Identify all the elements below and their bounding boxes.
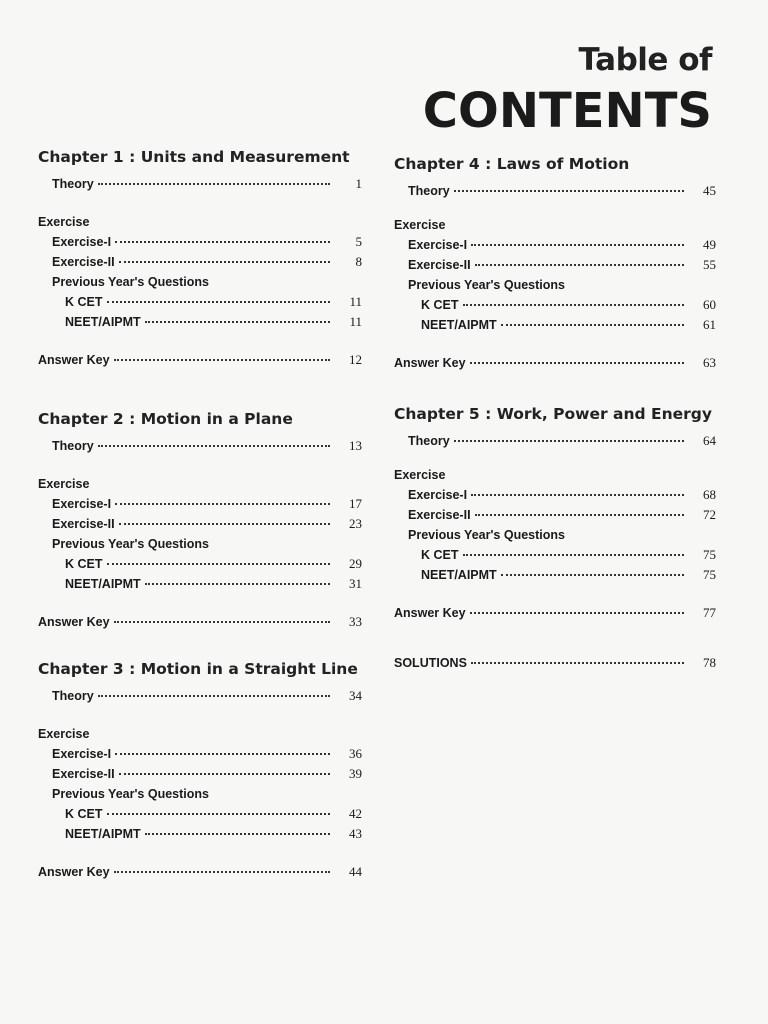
chapter-1 xyxy=(38,148,362,370)
entry-label: SOLUTIONS xyxy=(394,656,467,670)
chapter-title: Chapter 4 : Laws of Motion xyxy=(394,155,630,173)
kcet-entry[interactable] xyxy=(38,554,362,574)
page-number: 77 xyxy=(703,605,716,620)
neet-entry[interactable] xyxy=(38,312,362,332)
leader-dots xyxy=(115,241,330,243)
leader-dots xyxy=(501,574,684,576)
entry-label: NEET/AIPMT xyxy=(65,827,141,841)
entry-label: Exercise-I xyxy=(408,488,468,502)
leader-dots xyxy=(470,612,684,614)
entry-label: Answer Key xyxy=(394,606,466,620)
page-number: 60 xyxy=(703,297,716,312)
entry-label: K CET xyxy=(421,548,459,562)
entry-label: Exercise-I xyxy=(52,235,112,249)
pyq-heading: Previous Year's Questions xyxy=(52,275,209,289)
theory-entry[interactable] xyxy=(38,436,362,456)
theory-entry[interactable] xyxy=(38,686,362,706)
leader-dots xyxy=(454,190,684,192)
entry-label: Exercise-II xyxy=(52,517,115,531)
entry-label: K CET xyxy=(65,557,103,571)
entry-label: Theory xyxy=(52,177,94,191)
leader-dots xyxy=(463,304,685,306)
leader-dots xyxy=(114,621,330,623)
page-number: 11 xyxy=(349,314,362,329)
exercise-1-entry[interactable] xyxy=(38,744,362,764)
leader-dots xyxy=(98,183,330,185)
neet-entry[interactable] xyxy=(38,574,362,594)
leader-dots xyxy=(475,514,684,516)
chapter-title: Chapter 5 : Work, Power and Energy xyxy=(394,405,712,423)
entry-label: NEET/AIPMT xyxy=(65,315,141,329)
chapter-3 xyxy=(38,660,362,882)
theory-entry[interactable] xyxy=(394,431,716,451)
pyq-heading: Previous Year's Questions xyxy=(52,537,209,551)
page-number: 17 xyxy=(349,496,362,511)
leader-dots xyxy=(115,753,330,755)
entry-label: Theory xyxy=(52,439,94,453)
kcet-entry[interactable] xyxy=(38,804,362,824)
page-number: 49 xyxy=(703,237,716,252)
leader-dots xyxy=(463,554,685,556)
answer-key-entry[interactable] xyxy=(394,353,716,373)
theory-entry[interactable] xyxy=(394,181,716,201)
chapter-title: Chapter 2 : Motion in a Plane xyxy=(38,410,293,428)
page-number: 42 xyxy=(349,806,362,821)
title-line-2: CONTENTS xyxy=(422,83,712,139)
page-number: 33 xyxy=(349,614,362,629)
pyq-heading: Previous Year's Questions xyxy=(52,787,209,801)
leader-dots xyxy=(119,773,330,775)
entry-label: Exercise-I xyxy=(408,238,468,252)
exercise-heading: Exercise xyxy=(394,218,446,232)
page-number: 13 xyxy=(349,438,362,453)
kcet-entry[interactable] xyxy=(394,295,716,315)
leader-dots xyxy=(470,362,684,364)
entry-label: K CET xyxy=(65,295,103,309)
page-number: 78 xyxy=(703,655,716,670)
exercise-1-entry[interactable] xyxy=(394,485,716,505)
leader-dots xyxy=(471,244,684,246)
entry-label: Theory xyxy=(408,434,450,448)
entry-label: Exercise-II xyxy=(408,508,471,522)
page-number: 64 xyxy=(703,433,716,448)
page-number: 39 xyxy=(349,766,362,781)
entry-label: Exercise-II xyxy=(408,258,471,272)
chapter-title: Chapter 1 : Units and Measurement xyxy=(38,148,350,166)
solutions-entry[interactable] xyxy=(394,653,716,673)
leader-dots xyxy=(119,261,330,263)
neet-entry[interactable] xyxy=(394,565,716,585)
entry-label: Answer Key xyxy=(38,353,110,367)
page-number: 12 xyxy=(349,352,362,367)
answer-key-entry[interactable] xyxy=(38,350,362,370)
leader-dots xyxy=(98,445,330,447)
exercise-heading: Exercise xyxy=(38,727,90,741)
answer-key-entry[interactable] xyxy=(394,603,716,623)
exercise-heading: Exercise xyxy=(38,477,90,491)
page-number: 55 xyxy=(703,257,716,272)
title-line-1: Table of xyxy=(578,42,712,78)
leader-dots xyxy=(145,321,330,323)
page-number: 44 xyxy=(349,864,362,879)
entry-label: NEET/AIPMT xyxy=(421,318,497,332)
leader-dots xyxy=(454,440,684,442)
exercise-2-entry[interactable] xyxy=(394,505,716,525)
page-number: 29 xyxy=(349,556,362,571)
entry-label: Theory xyxy=(408,184,450,198)
entry-label: NEET/AIPMT xyxy=(65,577,141,591)
leader-dots xyxy=(145,583,330,585)
page-number: 63 xyxy=(703,355,716,370)
entry-label: Exercise-I xyxy=(52,497,112,511)
leader-dots xyxy=(98,695,330,697)
exercise-2-entry[interactable] xyxy=(38,252,362,272)
leader-dots xyxy=(107,813,331,815)
answer-key-entry[interactable] xyxy=(38,862,362,882)
exercise-2-entry[interactable] xyxy=(394,255,716,275)
answer-key-entry[interactable] xyxy=(38,612,362,632)
exercise-2-entry[interactable] xyxy=(38,514,362,534)
entry-label: Answer Key xyxy=(38,865,110,879)
leader-dots xyxy=(501,324,684,326)
page-number: 43 xyxy=(349,826,362,841)
page-number: 11 xyxy=(349,294,362,309)
chapter-title: Chapter 3 : Motion in a Straight Line xyxy=(38,660,358,678)
kcet-entry[interactable] xyxy=(38,292,362,312)
leader-dots xyxy=(471,494,684,496)
page-number: 75 xyxy=(703,567,716,582)
exercise-2-entry[interactable] xyxy=(38,764,362,784)
leader-dots xyxy=(107,563,331,565)
exercise-heading: Exercise xyxy=(38,215,90,229)
chapter-4 xyxy=(394,155,716,373)
leader-dots xyxy=(107,301,331,303)
leader-dots xyxy=(471,662,684,664)
leader-dots xyxy=(114,871,330,873)
leader-dots xyxy=(114,359,330,361)
page-number: 68 xyxy=(703,487,716,502)
page-number: 31 xyxy=(349,576,362,591)
toc-header xyxy=(423,42,712,138)
entry-label: K CET xyxy=(65,807,103,821)
entry-label: Theory xyxy=(52,689,94,703)
entry-label: Exercise-II xyxy=(52,767,115,781)
exercise-1-entry[interactable] xyxy=(38,494,362,514)
chapter-2 xyxy=(38,410,362,632)
page-number: 5 xyxy=(355,234,362,249)
leader-dots xyxy=(475,264,684,266)
entry-label: Exercise-II xyxy=(52,255,115,269)
page-number: 45 xyxy=(703,183,716,198)
page-number: 72 xyxy=(703,507,716,522)
page-number: 75 xyxy=(703,547,716,562)
neet-entry[interactable] xyxy=(394,315,716,335)
leader-dots xyxy=(145,833,330,835)
page-number: 8 xyxy=(355,254,362,269)
pyq-heading: Previous Year's Questions xyxy=(408,278,565,292)
exercise-1-entry[interactable] xyxy=(38,232,362,252)
exercise-heading: Exercise xyxy=(394,468,446,482)
page-number: 23 xyxy=(349,516,362,531)
page-number: 61 xyxy=(703,317,716,332)
pyq-heading: Previous Year's Questions xyxy=(408,528,565,542)
chapter-5 xyxy=(394,405,716,623)
solutions-section xyxy=(394,653,716,673)
page-number: 34 xyxy=(349,688,362,703)
entry-label: NEET/AIPMT xyxy=(421,568,497,582)
page-number: 36 xyxy=(349,746,362,761)
entry-label: K CET xyxy=(421,298,459,312)
neet-entry[interactable] xyxy=(38,824,362,844)
entry-label: Exercise-I xyxy=(52,747,112,761)
entry-label: Answer Key xyxy=(394,356,466,370)
page-number: 1 xyxy=(355,176,362,191)
leader-dots xyxy=(119,523,330,525)
kcet-entry[interactable] xyxy=(394,545,716,565)
theory-entry[interactable] xyxy=(38,174,362,194)
exercise-1-entry[interactable] xyxy=(394,235,716,255)
entry-label: Answer Key xyxy=(38,615,110,629)
leader-dots xyxy=(115,503,330,505)
